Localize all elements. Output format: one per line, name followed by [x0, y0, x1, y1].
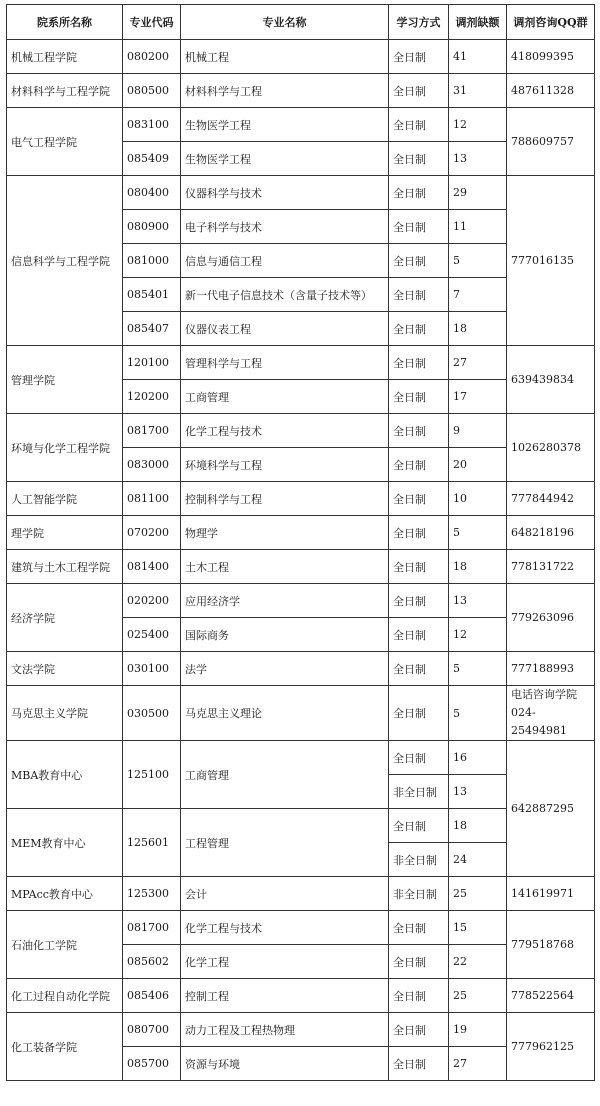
table-row	[7, 1013, 595, 1047]
qq-cell: 648218196	[507, 516, 595, 550]
mode-cell: 全日制	[389, 414, 449, 448]
dept-cell: MEM教育中心	[7, 809, 123, 877]
quota-cell: 24	[449, 843, 507, 877]
table-row	[7, 652, 595, 686]
table-row	[7, 877, 595, 911]
major-cell: 生物医学工程	[181, 108, 389, 142]
dept-cell: MBA教育中心	[7, 741, 123, 809]
dept-cell: 石油化工学院	[7, 911, 123, 979]
code-cell: 085406	[123, 979, 181, 1013]
quota-cell: 13	[449, 584, 507, 618]
quota-cell: 19	[449, 1013, 507, 1047]
major-cell: 信息与通信工程	[181, 244, 389, 278]
major-cell: 资源与环境	[181, 1047, 389, 1081]
qq-cell: 639439834	[507, 346, 595, 414]
mode-cell: 全日制	[389, 312, 449, 346]
table-row	[7, 911, 595, 945]
quota-cell: 29	[449, 176, 507, 210]
qq-cell: 779263096	[507, 584, 595, 652]
code-cell: 081700	[123, 414, 181, 448]
quota-cell: 17	[449, 380, 507, 414]
mode-cell: 非全日制	[389, 877, 449, 911]
table-body	[7, 40, 595, 1081]
quota-cell: 12	[449, 618, 507, 652]
quota-cell: 12	[449, 108, 507, 142]
code-cell: 081000	[123, 244, 181, 278]
code-cell: 080400	[123, 176, 181, 210]
code-cell: 081100	[123, 482, 181, 516]
code-cell: 083000	[123, 448, 181, 482]
mode-cell: 全日制	[389, 448, 449, 482]
header-dept: 院系所名称	[7, 5, 123, 40]
major-cell: 机械工程	[181, 40, 389, 74]
header-code: 专业代码	[123, 5, 181, 40]
mode-cell: 非全日制	[389, 775, 449, 809]
major-cell: 化学工程与技术	[181, 414, 389, 448]
table-row	[7, 346, 595, 380]
mode-cell: 全日制	[389, 686, 449, 741]
table-row	[7, 40, 595, 74]
code-cell: 081700	[123, 911, 181, 945]
major-cell: 法学	[181, 652, 389, 686]
mode-cell: 全日制	[389, 346, 449, 380]
major-cell: 物理学	[181, 516, 389, 550]
mode-cell: 全日制	[389, 482, 449, 516]
quota-cell: 18	[449, 312, 507, 346]
mode-cell: 全日制	[389, 809, 449, 843]
major-cell: 工商管理	[181, 380, 389, 414]
mode-cell: 全日制	[389, 584, 449, 618]
dept-cell: 马克思主义学院	[7, 686, 123, 741]
dept-cell: 文法学院	[7, 652, 123, 686]
code-cell: 083100	[123, 108, 181, 142]
qq-cell: 779518768	[507, 911, 595, 979]
quota-cell: 5	[449, 652, 507, 686]
code-cell: 080500	[123, 74, 181, 108]
quota-cell: 20	[449, 448, 507, 482]
major-cell: 化学工程与技术	[181, 911, 389, 945]
major-cell: 新一代电子信息技术（含量子技术等）	[181, 278, 389, 312]
qq-cell: 777016135	[507, 176, 595, 346]
header-qq: 调剂咨询QQ群	[507, 5, 595, 40]
qq-cell: 778131722	[507, 550, 595, 584]
qq-cell: 788609757	[507, 108, 595, 176]
mode-cell: 全日制	[389, 108, 449, 142]
header-quota: 调剂缺额	[449, 5, 507, 40]
quota-cell: 18	[449, 550, 507, 584]
table-row	[7, 809, 595, 843]
major-cell: 控制科学与工程	[181, 482, 389, 516]
dept-cell: 理学院	[7, 516, 123, 550]
mode-cell: 全日制	[389, 244, 449, 278]
mode-cell: 全日制	[389, 176, 449, 210]
quota-cell: 13	[449, 775, 507, 809]
quota-cell: 25	[449, 979, 507, 1013]
mode-cell: 全日制	[389, 652, 449, 686]
table-row	[7, 108, 595, 142]
code-cell: 085407	[123, 312, 181, 346]
qq-cell: 642887295	[507, 741, 595, 877]
code-cell: 080900	[123, 210, 181, 244]
mode-cell: 全日制	[389, 1013, 449, 1047]
quota-cell: 18	[449, 809, 507, 843]
code-cell: 030100	[123, 652, 181, 686]
qq-cell: 777844942	[507, 482, 595, 516]
quota-cell: 5	[449, 686, 507, 741]
qq-cell: 141619971	[507, 877, 595, 911]
mode-cell: 全日制	[389, 516, 449, 550]
dept-cell: 信息科学与工程学院	[7, 176, 123, 346]
major-cell: 会计	[181, 877, 389, 911]
quota-cell: 31	[449, 74, 507, 108]
header-mode: 学习方式	[389, 5, 449, 40]
quota-cell: 16	[449, 741, 507, 775]
quota-cell: 15	[449, 911, 507, 945]
mode-cell: 全日制	[389, 979, 449, 1013]
qq-cell: 778522564	[507, 979, 595, 1013]
mode-cell: 全日制	[389, 40, 449, 74]
major-cell: 生物医学工程	[181, 142, 389, 176]
dept-cell: 电气工程学院	[7, 108, 123, 176]
mode-cell: 全日制	[389, 380, 449, 414]
major-cell: 应用经济学	[181, 584, 389, 618]
dept-cell: MPAcc教育中心	[7, 877, 123, 911]
table-row	[7, 584, 595, 618]
quota-cell: 9	[449, 414, 507, 448]
code-cell: 085602	[123, 945, 181, 979]
dept-cell: 机械工程学院	[7, 40, 123, 74]
quota-cell: 41	[449, 40, 507, 74]
mode-cell: 非全日制	[389, 843, 449, 877]
code-cell: 085409	[123, 142, 181, 176]
major-cell: 控制工程	[181, 979, 389, 1013]
quota-cell: 13	[449, 142, 507, 176]
quota-cell: 7	[449, 278, 507, 312]
table-row	[7, 979, 595, 1013]
table-row	[7, 176, 595, 210]
qq-cell: 电话咨询学院 024-25494981	[507, 686, 595, 741]
quota-cell: 5	[449, 244, 507, 278]
qq-cell: 487611328	[507, 74, 595, 108]
mode-cell: 全日制	[389, 278, 449, 312]
major-cell: 环境科学与工程	[181, 448, 389, 482]
mode-cell: 全日制	[389, 741, 449, 775]
code-cell: 125601	[123, 809, 181, 877]
mode-cell: 全日制	[389, 142, 449, 176]
table-row	[7, 741, 595, 775]
mode-cell: 全日制	[389, 945, 449, 979]
qq-cell: 1026280378	[507, 414, 595, 482]
code-cell: 080200	[123, 40, 181, 74]
code-cell: 070200	[123, 516, 181, 550]
mode-cell: 全日制	[389, 1047, 449, 1081]
major-cell: 仪器科学与技术	[181, 176, 389, 210]
code-cell: 085700	[123, 1047, 181, 1081]
quota-cell: 10	[449, 482, 507, 516]
major-cell: 管理科学与工程	[181, 346, 389, 380]
dept-cell: 建筑与土木工程学院	[7, 550, 123, 584]
major-cell: 电子科学与技术	[181, 210, 389, 244]
dept-cell: 化工过程自动化学院	[7, 979, 123, 1013]
major-cell: 动力工程及工程热物理	[181, 1013, 389, 1047]
code-cell: 030500	[123, 686, 181, 741]
dept-cell: 化工装备学院	[7, 1013, 123, 1081]
dept-cell: 环境与化学工程学院	[7, 414, 123, 482]
quota-cell: 11	[449, 210, 507, 244]
table-row	[7, 550, 595, 584]
qq-cell: 418099395	[507, 40, 595, 74]
quota-cell: 25	[449, 877, 507, 911]
header-row	[7, 5, 595, 40]
major-cell: 马克思主义理论	[181, 686, 389, 741]
dept-cell: 管理学院	[7, 346, 123, 414]
mode-cell: 全日制	[389, 618, 449, 652]
code-cell: 020200	[123, 584, 181, 618]
major-cell: 工商管理	[181, 741, 389, 809]
major-cell: 材料科学与工程	[181, 74, 389, 108]
code-cell: 120100	[123, 346, 181, 380]
quota-cell: 5	[449, 516, 507, 550]
table-row	[7, 414, 595, 448]
code-cell: 080700	[123, 1013, 181, 1047]
mode-cell: 全日制	[389, 550, 449, 584]
mode-cell: 全日制	[389, 74, 449, 108]
code-cell: 125100	[123, 741, 181, 809]
qq-cell: 777188993	[507, 652, 595, 686]
qq-cell: 777962125	[507, 1013, 595, 1081]
quota-cell: 22	[449, 945, 507, 979]
header-major: 专业名称	[181, 5, 389, 40]
adjustment-table	[6, 4, 595, 1081]
code-cell: 120200	[123, 380, 181, 414]
table-row	[7, 516, 595, 550]
quota-cell: 27	[449, 1047, 507, 1081]
table-row	[7, 74, 595, 108]
major-cell: 国际商务	[181, 618, 389, 652]
table-row	[7, 482, 595, 516]
dept-cell: 人工智能学院	[7, 482, 123, 516]
major-cell: 土木工程	[181, 550, 389, 584]
major-cell: 化学工程	[181, 945, 389, 979]
table-row	[7, 686, 595, 741]
dept-cell: 经济学院	[7, 584, 123, 652]
code-cell: 125300	[123, 877, 181, 911]
mode-cell: 全日制	[389, 911, 449, 945]
code-cell: 085401	[123, 278, 181, 312]
major-cell: 仪器仪表工程	[181, 312, 389, 346]
quota-cell: 27	[449, 346, 507, 380]
major-cell: 工程管理	[181, 809, 389, 877]
dept-cell: 材料科学与工程学院	[7, 74, 123, 108]
code-cell: 025400	[123, 618, 181, 652]
mode-cell: 全日制	[389, 210, 449, 244]
code-cell: 081400	[123, 550, 181, 584]
